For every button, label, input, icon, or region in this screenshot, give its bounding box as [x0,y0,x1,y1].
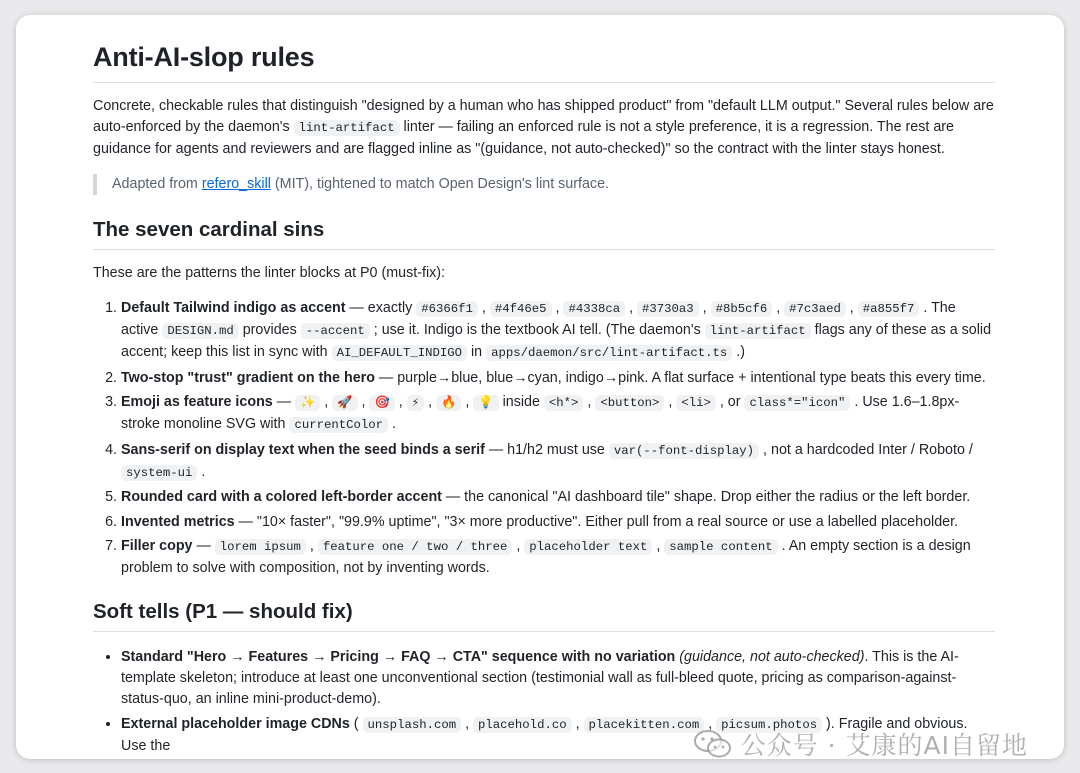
list-item: • Standard "Hero → Features → Pricing → FAQ → CTA" sequence with no variation (guidance, not auto-checked). This is the AI-template skeleton; introduce at least one unconventional section (testimonial wall as full-bleed quote, pricing as comparison-against-status-quo, an inline mini-product-demo). [121,647,995,710]
wechat-icon [693,729,733,759]
sins-list [93,298,995,579]
lightbulb-icon: 💡 [473,395,498,411]
list-item: 1. Default Tailwind indigo as accent — exactly #6366f1 , #4f46e5 , #4338ca , #3730a3 , #8b5cf6 , #7c3aed , #a855f7 . The active DESIGN.md provides --accent ; use it. Indigo is the textbook AI tell. (The daemon's lint-artifact flags any of these as a solid accent; keep this list in sync with AI_DEFAULT_INDIGO in apps/daemon/src/lint-artifact.ts .) [121,298,995,364]
fire-icon: 🔥 [436,395,461,411]
target-icon: 🎯 [369,395,394,411]
inline-code: lint-artifact [294,120,400,136]
sparkles-icon: ✨ [295,395,320,411]
lightning-icon: ⚡ [407,395,424,411]
refero-skill-link[interactable]: refero_skill [201,176,271,192]
list-item: 2. Two-stop "trust" gradient on the hero — purple→blue, blue→cyan, indigo→pink. A flat surface + intentional type beats this every time. [121,368,995,389]
list-item: 4. Sans-serif on display text when the seed binds a serif — h1/h2 must use var(--font-display) , not a hardcoded Inter / Roboto / system-ui . [121,440,995,484]
list-item: • External placeholder image CDNs ( unsplash.com , placehold.co , placekitten.com , picsum.photos ). Fragile and obvious. Use the [121,714,995,757]
section-heading-sins: The seven cardinal sins [93,215,995,250]
sins-lead: These are the patterns the linter blocks at P0 (must-fix): [93,265,446,281]
intro-paragraph: Concrete, checkable rules that distinguish "designed by a human who has shipped product" from "default LLM output." Several rules below are auto-enforced by the daemon's lint-artifact linter — failing an enforced rule is not a style preference, it is a regression. The rest are guidance for agents and reviewers and are flagged inline as "(guidance, not auto-checked)" so the contract with the linter stays honest. [93,98,994,157]
markdown-body [93,37,995,759]
attribution-quote: Adapted from refero_skill (MIT), tightened to match Open Design's lint surface. [93,174,995,195]
watermark [693,726,1028,759]
list-item: 5. Rounded card with a colored left-border accent — the canonical "AI dashboard tile" shape. Drop either the radius or the left border. [121,487,995,508]
list-item: 7. Filler copy — lorem ipsum , feature one / two / three , placeholder text , sample content . An empty section is a design problem to solve with composition, not by inventing words. [121,536,995,579]
document-card [16,15,1064,759]
page-title: Anti-AI-slop rules [93,37,995,83]
watermark-text: 公众号 · 艾康的AI自留地 [740,731,1028,759]
list-item: 6. Invented metrics — "10× faster", "99.9% uptime", "3× more productive". Either pull from a real source or use a labelled placeholder. [121,512,995,533]
rocket-icon: 🚀 [332,395,357,411]
section-heading-soft-tells: Soft tells (P1 — should fix) [93,597,995,632]
list-item: 3. Emoji as feature icons — ✨ , 🚀 , 🎯 , ⚡ , 🔥 , 💡 inside <h*> , <button> , <li> , or class*="icon" . Use 1.6–1.8px-stroke monoline SVG with currentColor . [121,392,995,436]
